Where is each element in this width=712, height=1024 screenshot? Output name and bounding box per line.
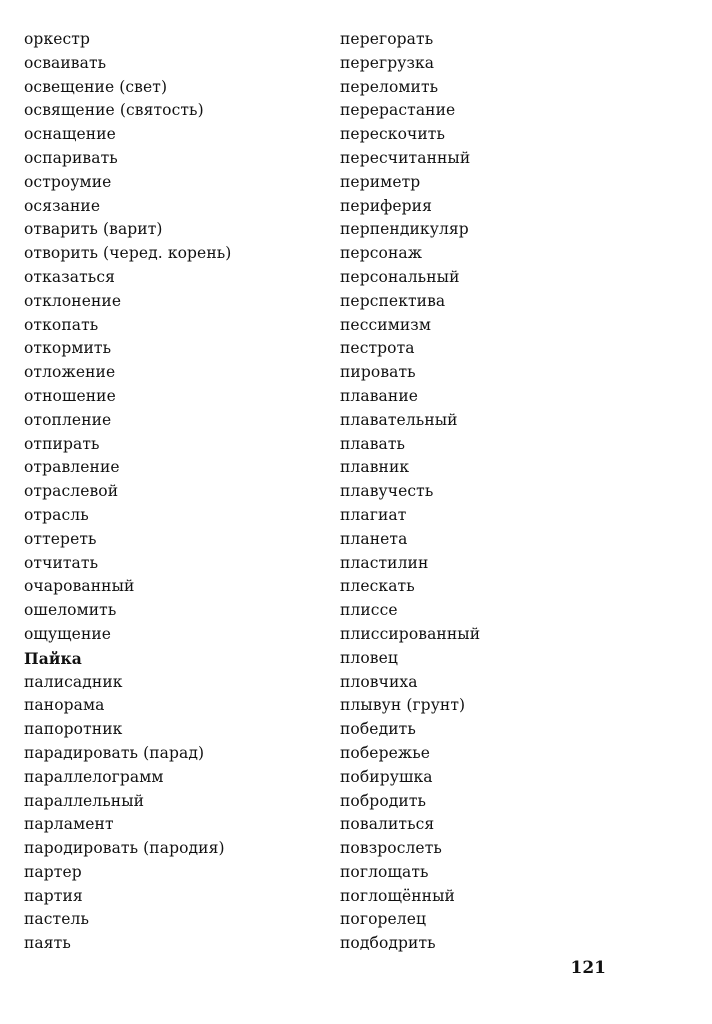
word-item: плагиат: [340, 505, 407, 524]
word-item: персональный: [340, 267, 460, 286]
word-item: оркестр: [24, 30, 90, 48]
right-word-column: [340, 28, 480, 956]
word-item: плывун (грунт): [340, 696, 466, 715]
word-item: плавательный: [340, 410, 458, 429]
word-item: ощущение: [24, 624, 112, 643]
word-item: плавник: [340, 458, 410, 477]
word-item: побережье: [340, 743, 431, 762]
word-item: отчитать: [24, 553, 99, 572]
word-item: оспаривать: [24, 148, 118, 167]
word-item: перпендикуляр: [340, 220, 469, 239]
word-item: Пайка: [24, 648, 82, 668]
word-item: параллельный: [24, 791, 145, 810]
word-item: пировать: [340, 363, 416, 382]
word-item: отказаться: [24, 267, 116, 286]
word-item: планета: [340, 529, 408, 548]
word-item: персонаж: [340, 244, 423, 263]
word-item: пловец: [340, 648, 398, 667]
word-item: отрасль: [24, 505, 89, 524]
word-item: плиссированный: [340, 624, 481, 643]
word-item: пастель: [24, 910, 89, 929]
word-item: откормить: [24, 339, 112, 358]
word-item: периферия: [340, 196, 432, 215]
word-item: повалиться: [340, 815, 435, 834]
word-item: побродить: [340, 791, 427, 810]
word-item: отклонение: [24, 291, 122, 310]
word-item: пессимизм: [340, 315, 431, 334]
word-item: переломить: [340, 77, 439, 96]
word-item: парламент: [24, 815, 114, 834]
word-item: пародировать (пародия): [24, 839, 225, 858]
word-item: оснащение: [24, 125, 116, 144]
word-item: очарованный: [24, 577, 135, 596]
word-item: перерастание: [340, 101, 456, 120]
word-item: партия: [24, 886, 83, 905]
word-item: отложение: [24, 363, 116, 382]
word-item: ошеломить: [24, 601, 117, 620]
word-item: отварить (варит): [24, 220, 163, 239]
word-item: отравление: [24, 458, 120, 477]
word-item: отношение: [24, 386, 116, 405]
word-item: плавучесть: [340, 482, 434, 501]
word-item: паять: [24, 934, 71, 953]
word-item: оттереть: [24, 529, 97, 548]
word-item: освещение (свет): [24, 77, 168, 96]
word-item: подбодрить: [340, 934, 436, 953]
word-item: панорама: [24, 696, 105, 715]
word-item: откопать: [24, 315, 99, 334]
word-item: периметр: [340, 172, 421, 191]
word-item: перегрузка: [340, 53, 435, 72]
word-item: пестрота: [340, 339, 415, 358]
word-item: остроумие: [24, 172, 112, 191]
word-item: отворить (черед. корень): [24, 244, 232, 263]
word-item: папоротник: [24, 720, 123, 739]
page-number: 121: [570, 958, 606, 978]
word-item: побирушка: [340, 767, 433, 786]
word-item: параллелограмм: [24, 767, 164, 786]
word-item: плавание: [340, 386, 419, 405]
word-item: осваивать: [24, 53, 107, 72]
word-item: партер: [24, 862, 82, 881]
word-item: победить: [340, 720, 416, 739]
word-item: парадировать (парад): [24, 743, 205, 762]
word-item: плавать: [340, 434, 406, 453]
word-item: отпирать: [24, 434, 100, 453]
word-item: освящение (святость): [24, 101, 204, 120]
word-item: плескать: [340, 577, 415, 596]
word-item: поглощать: [340, 862, 429, 881]
word-item: пловчиха: [340, 672, 418, 691]
word-item: отраслевой: [24, 482, 119, 501]
word-item: перспектива: [340, 291, 446, 310]
word-item: поглощённый: [340, 886, 455, 905]
word-item: палисадник: [24, 672, 123, 691]
word-item: повзрослеть: [340, 839, 442, 858]
word-item: перескочить: [340, 125, 445, 144]
word-item: перегорать: [340, 30, 434, 48]
word-item: отопление: [24, 410, 112, 429]
word-item: пересчитанный: [340, 148, 471, 167]
word-item: погорелец: [340, 910, 427, 929]
word-item: пластилин: [340, 553, 429, 572]
word-item: плиссе: [340, 601, 398, 620]
word-item: осязание: [24, 196, 101, 215]
left-word-column: [24, 28, 231, 956]
